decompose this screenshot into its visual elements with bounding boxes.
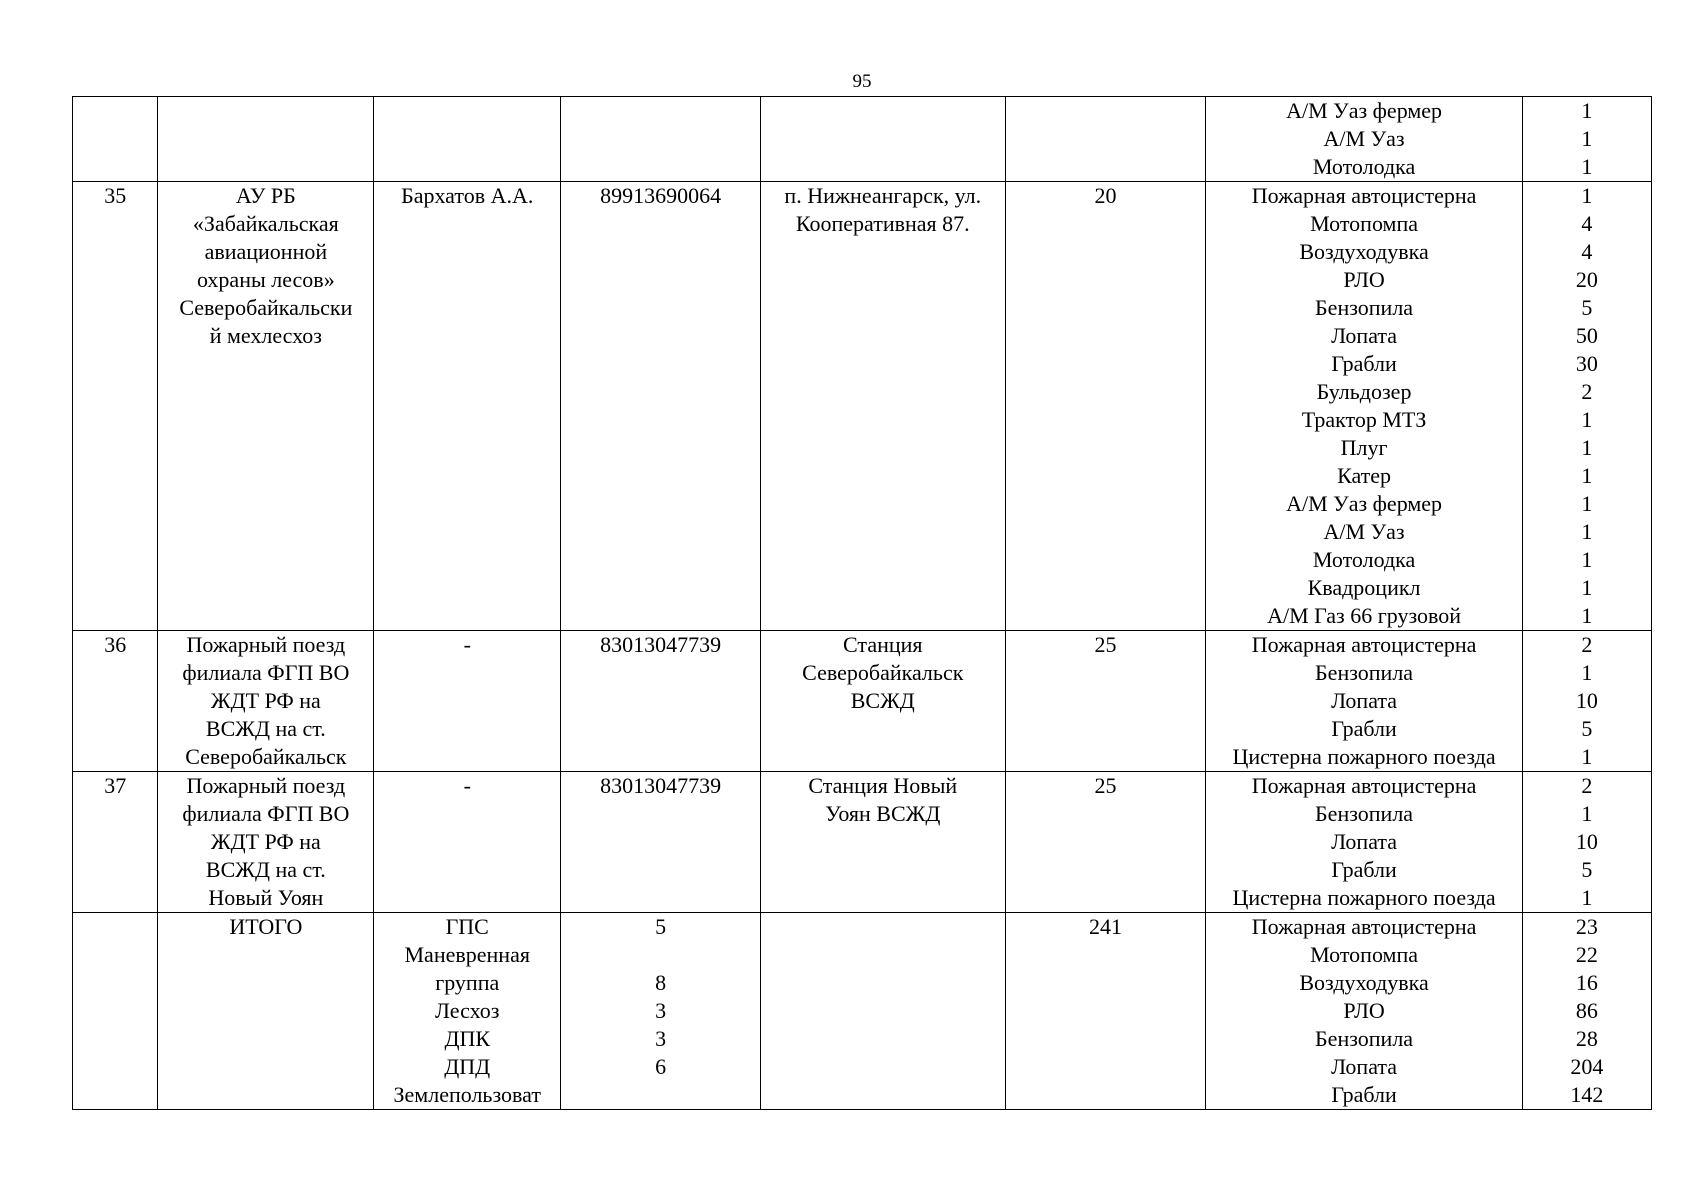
equipment-line: Бензопила <box>1315 801 1414 826</box>
phone-line: 5 <box>655 914 667 939</box>
organization-line: Северобайкальски <box>179 295 353 320</box>
head-cell <box>374 913 561 1110</box>
head-cell <box>374 631 561 772</box>
address-line: Станция <box>843 632 923 657</box>
organization-line: ИТОГО <box>229 914 303 939</box>
personnel-cell <box>1005 772 1206 913</box>
count-line: 1 <box>1581 98 1593 123</box>
count-line: 4 <box>1581 211 1593 236</box>
organization-line: Новый Уоян <box>208 885 324 910</box>
phone-cell <box>561 182 761 631</box>
personnel-cell <box>1005 913 1206 1110</box>
organization-line: филиала ФГП ВО <box>182 660 350 685</box>
personnel-cell <box>1005 97 1206 182</box>
count-cell <box>1522 772 1651 913</box>
table-row <box>73 913 1652 1110</box>
personnel-cell <box>1005 631 1206 772</box>
address-line: Станция Новый <box>808 773 958 798</box>
phone-cell <box>561 913 761 1110</box>
personnel-value: 25 <box>1094 773 1117 798</box>
head-line: - <box>463 632 471 657</box>
address-cell <box>760 97 1005 182</box>
organization-line: Пожарный поезд <box>186 773 346 798</box>
phone-line: 83013047739 <box>600 773 722 798</box>
count-line: 4 <box>1581 239 1593 264</box>
head-line: Маневренная <box>404 942 530 967</box>
phone-cell <box>561 97 761 182</box>
equipment-line: Цистерна пожарного поезда <box>1232 885 1496 910</box>
count-line: 23 <box>1575 914 1598 939</box>
count-line: 20 <box>1575 267 1598 292</box>
phone-line <box>565 941 756 969</box>
equipment-line: Бензопила <box>1315 1026 1414 1051</box>
equipment-line: А/М Газ 66 грузовой <box>1267 603 1462 628</box>
count-line: 16 <box>1575 970 1598 995</box>
address-cell <box>760 182 1005 631</box>
head-cell <box>374 772 561 913</box>
equipment-line: Грабли <box>1331 1082 1397 1107</box>
phone-line: 3 <box>655 1026 667 1051</box>
count-line: 1 <box>1581 575 1593 600</box>
organization-line: ВСЖД на ст. <box>205 857 326 882</box>
equipment-line: А/М Уаз фермер <box>1286 491 1443 516</box>
organization-line: ЖДТ РФ на <box>210 688 321 713</box>
organization-line: «Забайкальская <box>192 211 339 236</box>
row-number-cell <box>73 97 158 182</box>
equipment-line: Пожарная автоцистерна <box>1251 632 1477 657</box>
head-cell <box>374 97 561 182</box>
count-line: 1 <box>1581 154 1593 179</box>
head-line: ГПС <box>445 914 489 939</box>
organization-cell <box>158 97 374 182</box>
equipment-line: Мотолодка <box>1312 154 1416 179</box>
organization-line: филиала ФГП ВО <box>182 801 350 826</box>
count-line: 1 <box>1581 435 1593 460</box>
resources-table <box>72 96 1652 1110</box>
equipment-line: А/М Уаз <box>1323 519 1405 544</box>
count-line: 1 <box>1581 491 1593 516</box>
row-number-cell <box>73 772 158 913</box>
phone-line: 6 <box>655 1054 667 1079</box>
head-line: Лесхоз <box>435 998 500 1023</box>
count-line: 10 <box>1575 829 1598 854</box>
equipment-line: РЛО <box>1343 998 1385 1023</box>
row-number-value: 37 <box>104 773 127 798</box>
head-line: ДПД <box>444 1054 491 1079</box>
equipment-line: Бензопила <box>1315 295 1414 320</box>
organization-line: ВСЖД на ст. <box>205 716 326 741</box>
count-line: 2 <box>1581 632 1593 657</box>
table-row <box>73 182 1652 631</box>
phone-cell <box>561 772 761 913</box>
equipment-line: Плуг <box>1340 435 1388 460</box>
address-cell <box>760 631 1005 772</box>
equipment-line: А/М Уаз фермер <box>1286 98 1443 123</box>
count-line: 2 <box>1581 773 1593 798</box>
count-line: 204 <box>1570 1054 1604 1079</box>
personnel-cell <box>1005 182 1206 631</box>
count-line: 1 <box>1581 603 1593 628</box>
count-line: 1 <box>1581 463 1593 488</box>
phone-line: 8 <box>655 970 667 995</box>
count-cell <box>1522 182 1651 631</box>
address-cell <box>760 772 1005 913</box>
count-line: 1 <box>1581 744 1593 769</box>
row-number-cell <box>73 182 158 631</box>
count-line: 22 <box>1575 942 1598 967</box>
equipment-line: Катер <box>1337 463 1392 488</box>
address-cell <box>760 913 1005 1110</box>
organization-line: АУ РБ <box>235 183 296 208</box>
address-line: ВСЖД <box>850 688 915 713</box>
count-line: 5 <box>1581 716 1593 741</box>
phone-line: 89913690064 <box>600 183 722 208</box>
count-line: 5 <box>1581 857 1593 882</box>
equipment-line: Цистерна пожарного поезда <box>1232 744 1496 769</box>
count-line: 1 <box>1581 126 1593 151</box>
row-number-value <box>77 913 153 941</box>
organization-cell <box>158 913 374 1110</box>
head-line: - <box>463 773 471 798</box>
table-row <box>73 772 1652 913</box>
phone-line <box>565 1081 756 1109</box>
personnel-value: 25 <box>1094 632 1117 657</box>
organization-line: ЖДТ РФ на <box>210 829 321 854</box>
count-line: 1 <box>1581 519 1593 544</box>
equipment-cell <box>1206 631 1522 772</box>
equipment-cell <box>1206 772 1522 913</box>
organization-line: охраны лесов» <box>196 267 335 292</box>
equipment-cell <box>1206 913 1522 1110</box>
equipment-line: Бензопила <box>1315 660 1414 685</box>
organization-line: Пожарный поезд <box>186 632 346 657</box>
phone-cell <box>561 631 761 772</box>
equipment-line: Квадроцикл <box>1307 575 1421 600</box>
equipment-line: Грабли <box>1331 716 1397 741</box>
equipment-line: Воздуходувка <box>1299 970 1429 995</box>
count-line: 1 <box>1581 547 1593 572</box>
equipment-line: Лопата <box>1331 323 1398 348</box>
equipment-line: Лопата <box>1331 688 1398 713</box>
equipment-line: Лопата <box>1331 1054 1398 1079</box>
organization-cell <box>158 772 374 913</box>
count-cell <box>1522 631 1651 772</box>
head-line: Землепользоват <box>393 1082 541 1107</box>
equipment-line: Грабли <box>1331 351 1397 376</box>
equipment-line: Пожарная автоцистерна <box>1251 773 1477 798</box>
equipment-line: Лопата <box>1331 829 1398 854</box>
head-line: группа <box>435 970 500 995</box>
count-cell <box>1522 97 1651 182</box>
count-line: 142 <box>1570 1082 1604 1107</box>
equipment-line: Грабли <box>1331 857 1397 882</box>
equipment-line: Бульдозер <box>1316 379 1412 404</box>
equipment-line: Пожарная автоцистерна <box>1251 914 1477 939</box>
count-line: 28 <box>1575 1026 1598 1051</box>
equipment-line: А/М Уаз <box>1323 126 1405 151</box>
equipment-line: РЛО <box>1343 267 1385 292</box>
table-row <box>73 97 1652 182</box>
table-row <box>73 631 1652 772</box>
organization-line: й мехлесхоз <box>209 323 322 348</box>
count-line: 10 <box>1575 688 1598 713</box>
count-line: 1 <box>1581 801 1593 826</box>
row-number-value: 36 <box>104 632 127 657</box>
organization-line: Северобайкальск <box>185 744 347 769</box>
count-line: 5 <box>1581 295 1593 320</box>
address-line: Северобайкальск <box>802 660 964 685</box>
head-line: Бархатов А.А. <box>401 183 534 208</box>
organization-cell <box>158 631 374 772</box>
row-number-value: 35 <box>104 183 127 208</box>
personnel-value <box>1010 97 1202 125</box>
count-line: 2 <box>1581 379 1593 404</box>
equipment-line: Пожарная автоцистерна <box>1251 183 1477 208</box>
equipment-line: Мотолодка <box>1312 547 1416 572</box>
personnel-value: 241 <box>1089 914 1123 939</box>
head-line: ДПК <box>444 1026 491 1051</box>
equipment-cell <box>1206 182 1522 631</box>
count-line: 1 <box>1581 660 1593 685</box>
personnel-value: 20 <box>1094 183 1117 208</box>
phone-line: 3 <box>655 998 667 1023</box>
equipment-line: Трактор МТЗ <box>1301 407 1427 432</box>
count-line: 1 <box>1581 407 1593 432</box>
count-line: 1 <box>1581 183 1593 208</box>
count-line: 86 <box>1575 998 1598 1023</box>
phone-line: 83013047739 <box>600 632 722 657</box>
equipment-line: Мотопомпа <box>1310 942 1418 967</box>
count-line: 1 <box>1581 885 1593 910</box>
row-number-cell <box>73 913 158 1110</box>
equipment-line: Воздуходувка <box>1299 239 1429 264</box>
row-number-value <box>77 97 153 125</box>
equipment-line: Мотопомпа <box>1310 211 1418 236</box>
count-line: 30 <box>1575 351 1598 376</box>
row-number-cell <box>73 631 158 772</box>
count-line: 50 <box>1575 323 1598 348</box>
address-line: Уоян ВСЖД <box>825 801 941 826</box>
address-line: Кооперативная 87. <box>795 211 970 236</box>
address-line: п. Нижнеангарск, ул. <box>784 183 982 208</box>
page-number: 95 <box>852 71 872 92</box>
organization-cell <box>158 182 374 631</box>
count-cell <box>1522 913 1651 1110</box>
organization-line: авиационной <box>204 239 328 264</box>
equipment-cell <box>1206 97 1522 182</box>
head-cell <box>374 182 561 631</box>
